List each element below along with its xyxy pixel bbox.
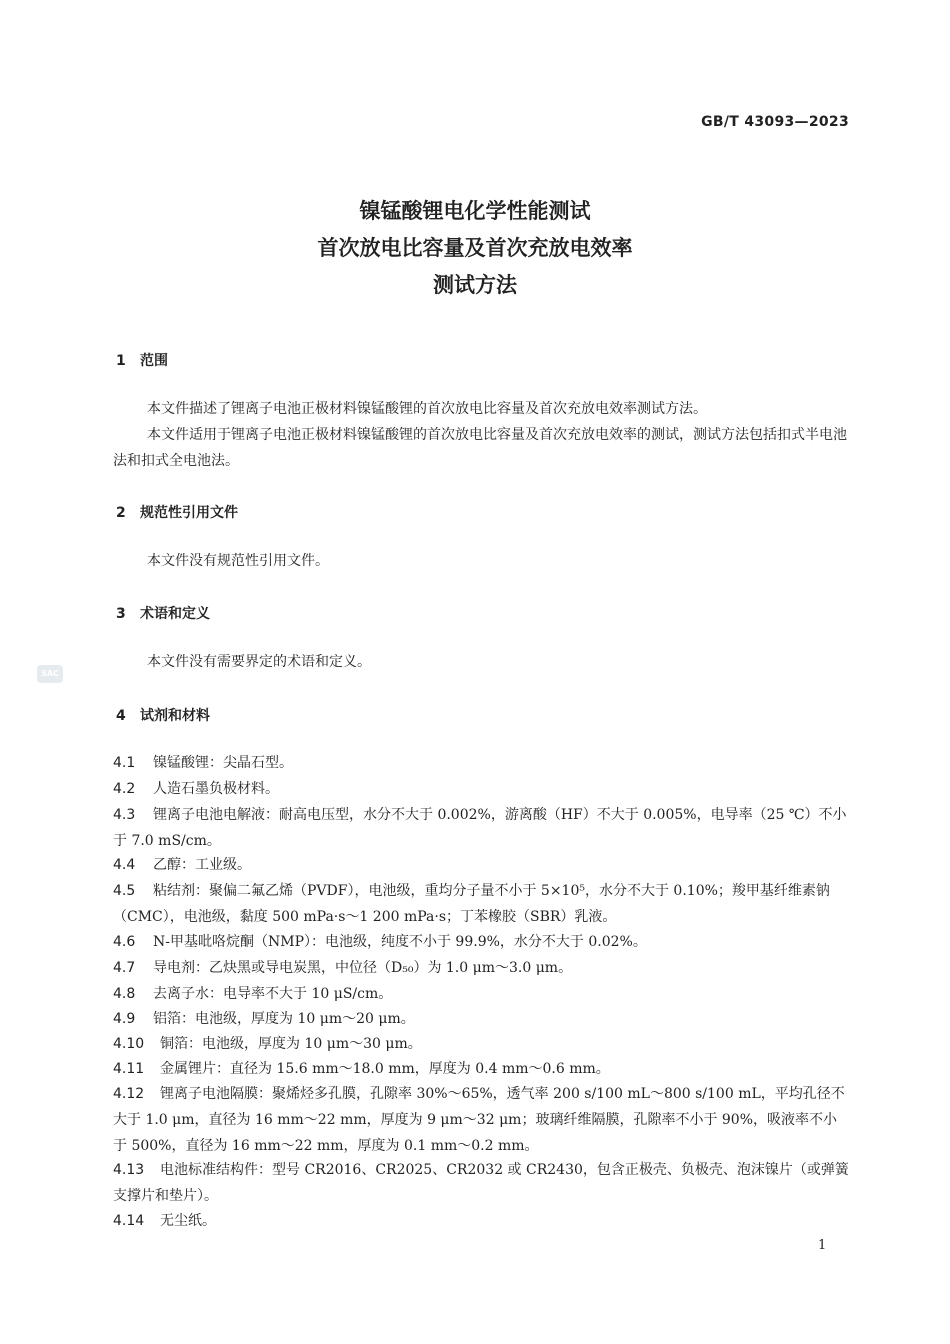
section-number: 3	[116, 606, 126, 622]
list-item	[113, 1081, 850, 1159]
document-title	[0, 193, 950, 304]
list-item	[113, 1208, 850, 1234]
paragraph-scope-1: 本文件描述了锂离子电池正极材料镍锰酸锂的首次放电比容量及首次充放电效率测试方法。	[147, 401, 707, 417]
list-item	[113, 878, 850, 930]
title-line-3: 测试方法	[433, 273, 517, 297]
item-number: 4.14	[113, 1213, 145, 1229]
section-heading-terms	[116, 603, 210, 623]
item-number: 4.5	[113, 883, 136, 899]
section-title: 范围	[140, 353, 168, 369]
sac-watermark-logo: SAC	[37, 665, 63, 683]
item-number: 4.8	[113, 986, 136, 1002]
item-number: 4.3	[113, 807, 136, 823]
paragraph-terms: 本文件没有需要界定的术语和定义。	[147, 654, 371, 670]
list-item	[113, 981, 850, 1007]
item-text: 无尘纸。	[160, 1213, 216, 1229]
list-item	[113, 750, 850, 776]
list-item	[113, 929, 850, 955]
list-item	[113, 1056, 850, 1082]
item-number: 4.9	[113, 1011, 136, 1027]
section-number: 1	[116, 353, 126, 369]
title-line-2: 首次放电比容量及首次充放电效率	[317, 236, 633, 260]
item-text: 电池标准结构件：型号 CR2016、CR2025、CR2032 或 CR2430，包含正极壳、负极壳、泡沫镍片（或弹簧支撑片和垫片）。	[113, 1162, 849, 1204]
item-text: 导电剂：乙炔黑或导电炭黑，中位径（D₅₀）为 1.0 μm～3.0 μm。	[153, 960, 573, 976]
item-number: 4.11	[113, 1061, 145, 1077]
section-number: 2	[116, 505, 126, 521]
section-number: 4	[116, 708, 126, 724]
item-number: 4.13	[113, 1162, 145, 1178]
section-title: 规范性引用文件	[140, 505, 238, 521]
standard-code: GB/T 43093—2023	[701, 114, 849, 130]
item-text: 铝箔：电池级，厚度为 10 μm～20 μm。	[153, 1011, 415, 1027]
item-text: 铜箔：电池级，厚度为 10 μm～30 μm。	[160, 1036, 422, 1052]
section-heading-scope	[116, 350, 168, 370]
item-number: 4.12	[113, 1086, 145, 1102]
item-text: N-甲基吡咯烷酮（NMP）：电池级，纯度不小于 99.9%，水分不大于 0.02%。	[153, 934, 647, 950]
section-heading-references	[116, 502, 238, 522]
item-text: 镍锰酸锂：尖晶石型。	[153, 755, 293, 771]
list-item	[113, 852, 850, 878]
page-number: 1	[818, 1238, 827, 1253]
list-item	[113, 802, 850, 854]
item-text: 粘结剂：聚偏二氟乙烯（PVDF），电池级，重均分子量不小于 5×10⁵，水分不大于 0.10%；羧甲基纤维素钠（CMC），电池级，黏度 500 mPa·s～1 200 mPa·s；丁苯橡胶（SBR）乳液。	[113, 883, 830, 925]
item-number: 4.10	[113, 1036, 145, 1052]
item-text: 人造石墨负极材料。	[153, 781, 279, 797]
item-number: 4.6	[113, 934, 136, 950]
title-line-1: 镍锰酸锂电化学性能测试	[359, 199, 591, 223]
section-heading-reagents	[116, 705, 210, 725]
item-text: 去离子水：电导率不大于 10 μS/cm。	[153, 986, 393, 1002]
list-item	[113, 1006, 850, 1032]
list-item	[113, 955, 850, 981]
item-number: 4.7	[113, 960, 136, 976]
item-text: 金属锂片：直径为 15.6 mm～18.0 mm，厚度为 0.4 mm～0.6 mm。	[160, 1061, 610, 1077]
list-item	[113, 1157, 850, 1209]
item-number: 4.2	[113, 781, 136, 797]
item-text: 乙醇：工业级。	[153, 857, 251, 873]
paragraph-scope-2: 本文件适用于锂离子电池正极材料镍锰酸锂的首次放电比容量及首次充放电效率的测试，测试方法包括扣式半电池法和扣式全电池法。	[113, 427, 847, 469]
item-text: 锂离子电池隔膜：聚烯烃多孔膜，孔隙率 30%～65%，透气率 200 s/100 mL～800 s/100 mL，平均孔径不大于 1.0 μm，直径为 16 mm～22 mm，厚度为 9 μm～32 μm；玻璃纤维隔膜，孔隙率不小于 90%，吸液率不小于 500%，直径为 16 mm～22 mm，厚度为 0.1 mm～0.2 mm。	[113, 1086, 845, 1154]
paragraph-references: 本文件没有规范性引用文件。	[147, 553, 329, 569]
item-number: 4.4	[113, 857, 136, 873]
section-title: 试剂和材料	[140, 708, 210, 724]
list-item	[113, 776, 850, 802]
section-title: 术语和定义	[140, 606, 210, 622]
item-number: 4.1	[113, 755, 136, 771]
item-text: 锂离子电池电解液：耐高电压型，水分不大于 0.002%，游离酸（HF）不大于 0.005%，电导率（25 ℃）不小于 7.0 mS/cm。	[113, 807, 847, 849]
list-item	[113, 1031, 850, 1057]
